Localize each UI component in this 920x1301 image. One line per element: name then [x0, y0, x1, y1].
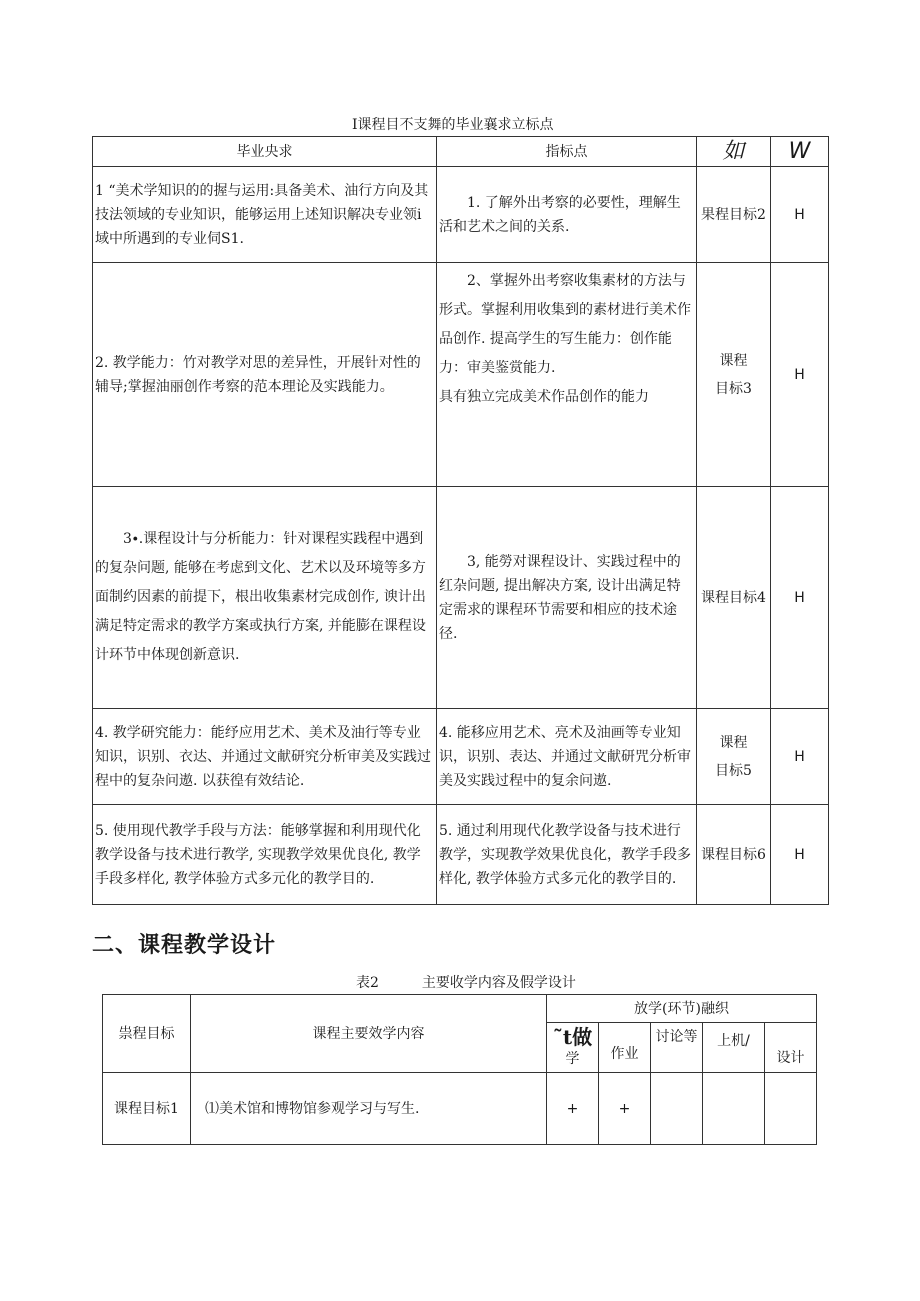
table-row	[93, 263, 829, 487]
indicator-cell: 3, 能勞对课程设计、实践过程中的红杂问题, 提出解决方案, 设计出满足特定需求的课程环节需要和相应的技术途径.	[437, 487, 697, 709]
table-header-row	[103, 995, 817, 1023]
indicator-cell: 2、掌握外出考察收集素材的方法与形式。掌握利用收集到的素材进行美术作品创作. 提高学生的写生能力：创作能力：审美鉴赏能力. 具有独立完成美术作品创作的能力	[437, 263, 697, 487]
level-cell: H	[771, 167, 829, 263]
method-col-discussion: 讨论等	[651, 1023, 703, 1073]
goal-cell: 课程 目标5	[697, 709, 771, 805]
goal-cell: 课程目标4	[697, 487, 771, 709]
table2-caption-text: 主要收学内容及假学设计	[421, 975, 576, 991]
level-cell: H	[771, 487, 829, 709]
goal-cell: 课程目标6	[697, 805, 771, 905]
section-heading: 二、课程教学设计	[92, 933, 277, 958]
goal-cell: 课程 目标3	[697, 263, 771, 487]
mark-cell: +	[599, 1073, 651, 1145]
indicator-cell: 4. 能移应用艺术、亮术及油画等专业知识，识别、表达、并通过文献研咒分析审美及实践过程中的复余问遨.	[437, 709, 697, 805]
table-row	[93, 805, 829, 905]
header-indicator: 指标点	[437, 137, 697, 167]
table-header-row	[93, 137, 829, 167]
graduation-requirements-table	[92, 136, 829, 905]
table2-caption-number: 表2	[356, 975, 379, 991]
method-col-computer: 上机/	[703, 1023, 765, 1073]
requirement-cell: 5. 使用现代教学手段与方法：能够掌握和利用现代化教学设备与技术进行教学, 实现教学效果优良化, 教学手段多样化, 教学体验方式多元化的教学目的.	[93, 805, 437, 905]
method-col-lecture: ˜t做 学	[547, 1023, 599, 1073]
table-row	[93, 487, 829, 709]
table-row	[93, 709, 829, 805]
requirement-cell: 3∙.课程设计与分析能力：针对课程实践程中遇到的复杂问题, 能够在考虑到文化、艺术以及环境等多方面制约因素的前提下，根出收集素材完成创作, 谀计出满足特定需求的教学方案或执行方案, 并能膨在课程设计环节中体现创新意识.	[93, 487, 437, 709]
table2-caption	[356, 972, 576, 992]
header-main-content: 课程主要效学内容	[191, 995, 547, 1073]
mark-cell	[765, 1073, 817, 1145]
course-goal-cell: 课程目标1	[103, 1073, 191, 1145]
requirement-cell: 1 “美术学知识的的握与运用:具备美术、油行方向及其技法领域的专业知识，能够运用上述知识解决专业领i域中所遇到的专业伺S1.	[93, 167, 437, 263]
header-teaching-methods: 放学(环节)融织	[547, 995, 817, 1023]
table-row	[103, 1073, 817, 1145]
content-cell: ⑴美术馆和博物馆参观学习与写生.	[191, 1073, 547, 1145]
level-cell: H	[771, 709, 829, 805]
goal-cell: 果程目标2	[697, 167, 771, 263]
mark-cell	[703, 1073, 765, 1145]
header-requirement: 毕业央求	[93, 137, 437, 167]
requirement-cell: 2. 教学能力：竹对教学对思的差异性，开展针对性的辅导;掌握油丽创作考察的范本理论及实践能力。	[93, 263, 437, 487]
mark-cell: +	[547, 1073, 599, 1145]
method-col-design: 设计	[765, 1023, 817, 1073]
level-cell: H	[771, 805, 829, 905]
mark-cell	[651, 1073, 703, 1145]
table-row	[93, 167, 829, 263]
requirement-cell: 4. 教学研究能力：能纾应用艺术、美术及油行等专业知识，识别、衣达、并通过文献研究分析审美及实践过程中的复杂问遨. 以获徨有效结论.	[93, 709, 437, 805]
header-level: W	[771, 137, 829, 167]
indicator-cell: 1. 了解外出考察的必要性，理解生活和艺术之间的关系.	[437, 167, 697, 263]
header-goal: 如	[697, 137, 771, 167]
level-cell: H	[771, 263, 829, 487]
teaching-design-table	[102, 994, 817, 1145]
header-course-goal: 祟程目标	[103, 995, 191, 1073]
indicator-cell: 5. 通过利用现代化教学设备与技术进行教学，实现教学效果优良化，教学手段多样化, 教学体验方式多元化的教学目的.	[437, 805, 697, 905]
method-col-homework: 作业	[599, 1023, 651, 1073]
table1-caption: I课程目不支舞的毕业襄求立标点	[352, 117, 554, 133]
